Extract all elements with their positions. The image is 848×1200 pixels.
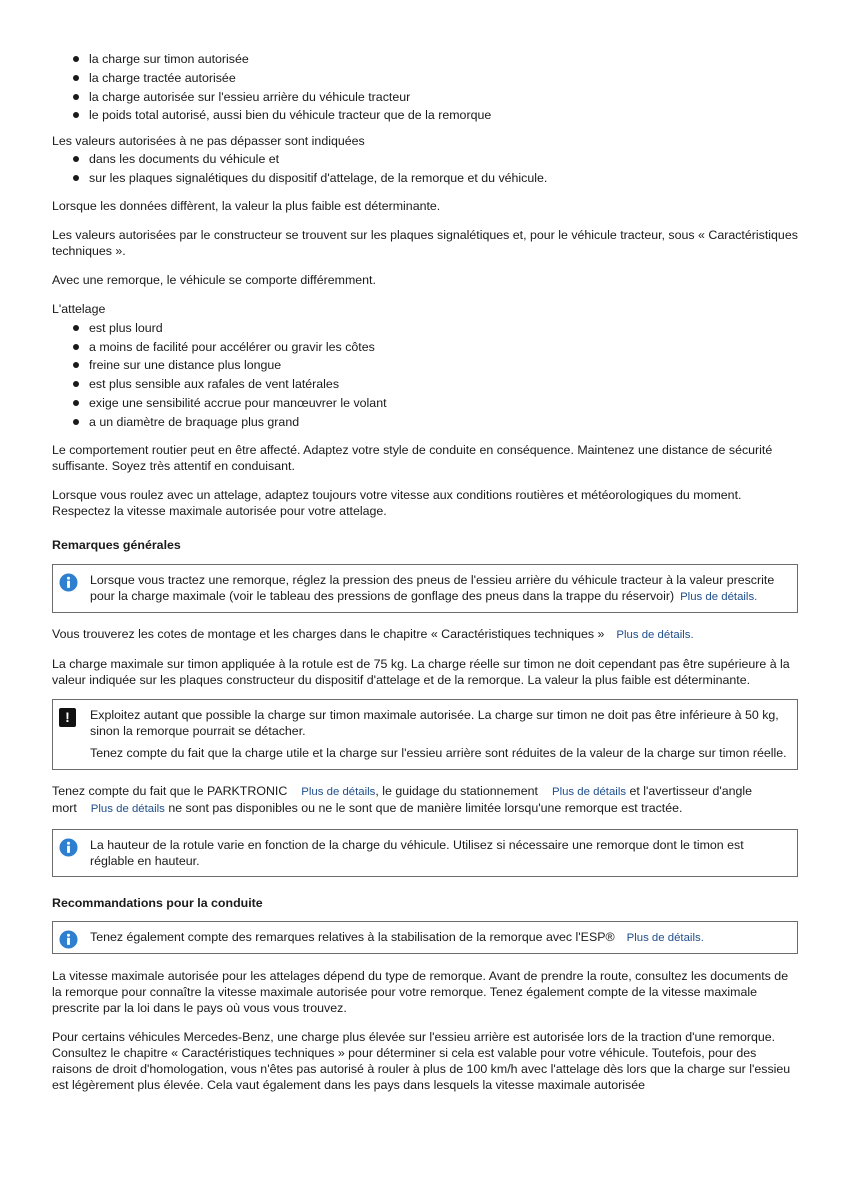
warning-note-tongue [52, 699, 798, 770]
attelage-label: L'attelage [52, 301, 106, 316]
list-item: exige une sensibilité accrue pour manœuvrer le volant [52, 394, 798, 413]
warning-para: Tenez compte du fait que la charge utile et la charge sur l'essieu arrière sont réduites de la valeur de la charge sur timon réelle. [90, 745, 787, 760]
speed-adapt-text: Lorsque vous roulez avec un attelage, adaptez toujours votre vitesse aux conditions routières et météorologiques du moment. Respectez la vitesse maximale autorisée pour votre attelage. [52, 487, 742, 518]
note-text: La hauteur de la rotule varie en fonction de la charge du véhicule. Utilisez si nécessaire une remorque dont le timon est réglable en hauteur. [90, 837, 744, 868]
locations-list [52, 150, 798, 188]
note-text: Lorsque vous tractez une remorque, réglez la pression des pneus de l'essieu arrière du véhicule tracteur à la valeur prescrite pour la charge maximale (voir le tableau des pressions de gonflage des pneus dans la trappe du réservoir) [90, 572, 775, 603]
list-item: la charge autorisée sur l'essieu arrière du véhicule tracteur [52, 88, 798, 107]
list-item: la charge sur timon autorisée [52, 50, 798, 69]
values-intro-text: Les valeurs autorisées à ne pas dépasser sont indiquées [52, 134, 365, 149]
bullet-dot [73, 419, 79, 425]
list-item: la charge tractée autorisée [52, 69, 798, 88]
list-item: sur les plaques signalétiques du dispositif d'attelage, de la remorque et du véhicule. [52, 169, 798, 188]
warning-para: Exploitez autant que possible la charge sur timon maximale autorisée. La charge sur timon ne doit pas être inférieure à 50 kg, sinon la remorque pourrait se détacher. [90, 707, 779, 738]
info-note-esp [52, 921, 798, 954]
bullet-dot [73, 112, 79, 118]
bullet-dot [73, 362, 79, 368]
bullet-dot [73, 400, 79, 406]
bullet-dot [73, 75, 79, 81]
mercedes-axle-text: Pour certains véhicules Mercedes-Benz, une charge plus élevée sur l'essieu arrière est autorisée lors de la traction d'une remorque. Consultez le chapitre « Caractéristiques techniques » pour déterminer si cela est valable pour votre véhicule. Toutefois, pour des raisons de droit d'homologation, vous n'êtes pas autorisé à rouler à plus de 100 km/h avec l'attelage dès lors que la charge sur l'essieu est légèrement plus élevée. Cela vaut également dans les pays dans lesquels la vitesse maximale autorisée [52, 1029, 791, 1092]
list-item: dans les documents du véhicule et [52, 150, 798, 169]
lowest-value-text: Lorsque les données diffèrent, la valeur la plus faible est déterminante. [52, 198, 441, 213]
list-item: a un diamètre de braquage plus grand [52, 413, 798, 432]
bullet-dot [73, 381, 79, 387]
list-item: a moins de facilité pour accélérer ou gravir les côtes [52, 338, 798, 357]
details-link[interactable]: Plus de détails. [626, 931, 704, 944]
details-link-parktronic[interactable]: Plus de détails [301, 785, 376, 798]
bullet-dot [73, 325, 79, 331]
list-item: est plus sensible aux rafales de vent latérales [52, 375, 798, 394]
manufacturer-values-text: Les valeurs autorisées par le constructeur se trouvent sur les plaques signalétiques et, pour le véhicule tracteur, sous « Caractéristiques techniques ». [52, 227, 798, 258]
details-link[interactable]: Plus de détails. [616, 628, 694, 641]
list-item: le poids total autorisé, aussi bien du véhicule tracteur que de la remorque [52, 106, 798, 125]
details-link-parking-guidance[interactable]: Plus de détails [551, 785, 627, 798]
road-behaviour-text: Le comportement routier peut en être affecté. Adaptez votre style de conduite en conséquence. Maintenez une distance de sécurité suffisante. Soyez très attentif en conduisant. [52, 442, 773, 473]
tongue-load-text: La charge maximale sur timon appliquée à la rotule est de 75 kg. La charge réelle sur timon ne doit cependant pas être supérieure à la valeur indiquée sur les plaques constructeur du dispositif d'attelage et de la remorque. La valeur la plus faible est déterminante. [52, 656, 790, 687]
behaviour-text: Avec une remorque, le véhicule se comporte différemment. [52, 272, 376, 287]
info-note-height [52, 829, 798, 877]
dimensions-text: Vous trouverez les cotes de montage et les charges dans le chapitre « Caractéristiques techniques » Plus de détails. [52, 626, 694, 641]
bullet-dot [73, 56, 79, 62]
details-link[interactable]: Plus de détails. [680, 590, 758, 603]
warning-icon: ! [59, 708, 76, 727]
list-item: freine sur une distance plus longue [52, 356, 798, 375]
bullet-dot [73, 156, 79, 162]
details-link-blind-spot[interactable]: Plus de détails [90, 802, 165, 815]
info-icon [59, 573, 78, 592]
bullet-dot [73, 175, 79, 181]
parktronic-text: Tenez compte du fait que le PARKTRONIC Plus de détails, le guidage du stationnement Plus de détails et l'avertisseur d'angle mort Plus de détails ne sont pas disponibles ou ne le sont que de manière limitée lorsqu'une remorque est tractée. [52, 783, 753, 815]
section-heading-driving: Recommandations pour la conduite [52, 895, 263, 910]
info-note-pressure [52, 564, 798, 613]
bullet-dot [73, 344, 79, 350]
limits-list [52, 50, 798, 125]
note-text: Tenez également compte des remarques relatives à la stabilisation de la remorque avec l'ESP® [90, 929, 615, 944]
section-heading-general: Remarques générales [52, 537, 181, 552]
info-icon [59, 838, 78, 857]
list-item: est plus lourd [52, 319, 798, 338]
bullet-dot [73, 94, 79, 100]
info-icon [59, 930, 78, 949]
max-speed-text: La vitesse maximale autorisée pour les attelages dépend du type de remorque. Avant de prendre la route, consultez les documents de la remorque pour connaître la vitesse maximale autorisée pour votre remorque. Tenez également compte de la vitesse maximale prescrite par la loi dans le pays où vous vous trouvez. [52, 968, 789, 1015]
manual-page [52, 50, 798, 1093]
attelage-list [52, 319, 798, 432]
